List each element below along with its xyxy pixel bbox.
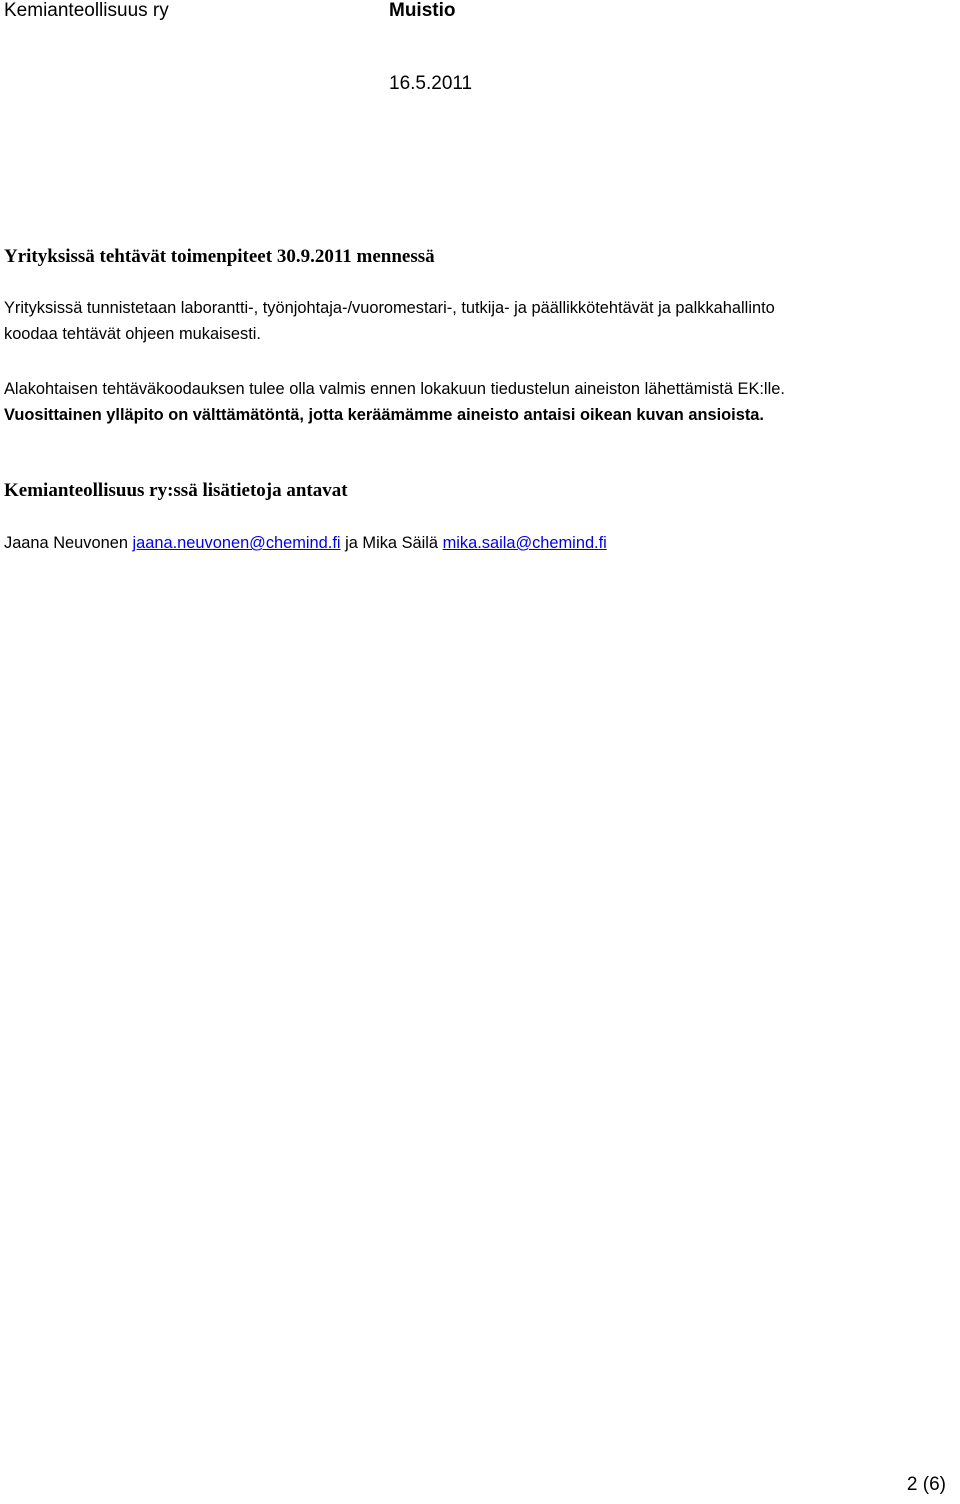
contact-line xyxy=(4,530,607,556)
paragraph-identification-line-2: koodaa tehtävät ohjeen mukaisesti. xyxy=(4,325,261,343)
paragraph-maintenance-bold: Vuosittainen ylläpito on välttämätöntä, jotta keräämämme aineisto antaisi oikean kuvan ansioista. xyxy=(4,406,764,424)
email-link-jaana[interactable]: jaana.neuvonen@chemind.fi xyxy=(132,534,341,552)
document-type: Muistio xyxy=(389,0,456,21)
email-link-mika[interactable]: mika.saila@chemind.fi xyxy=(442,534,607,552)
section-heading-contacts: Kemianteollisuus ry:ssä lisätietoja antavat xyxy=(4,480,348,501)
contact-joiner: ja xyxy=(345,534,358,552)
paragraph-identification-line-1: Yrityksissä tunnistetaan laborantti-, työnjohtaja-/vuoromestari-, tutkija- ja päällikkötehtävät ja palkkahallinto xyxy=(4,299,775,317)
paragraph-deadline-line-1: Alakohtaisen tehtäväkoodauksen tulee olla valmis ennen lokakuun tiedustelun aineiston lähettämistä EK:lle. xyxy=(4,380,785,398)
page-number: 2 (6) xyxy=(906,1474,946,1495)
section-heading-actions: Yrityksissä tehtävät toimenpiteet 30.9.2011 mennessä xyxy=(4,246,435,267)
contact-name-mika: Mika Säilä xyxy=(362,534,439,552)
organization-name: Kemianteollisuus ry xyxy=(4,0,169,21)
document-date: 16.5.2011 xyxy=(389,73,473,94)
contact-name-jaana: Jaana Neuvonen xyxy=(4,534,128,552)
